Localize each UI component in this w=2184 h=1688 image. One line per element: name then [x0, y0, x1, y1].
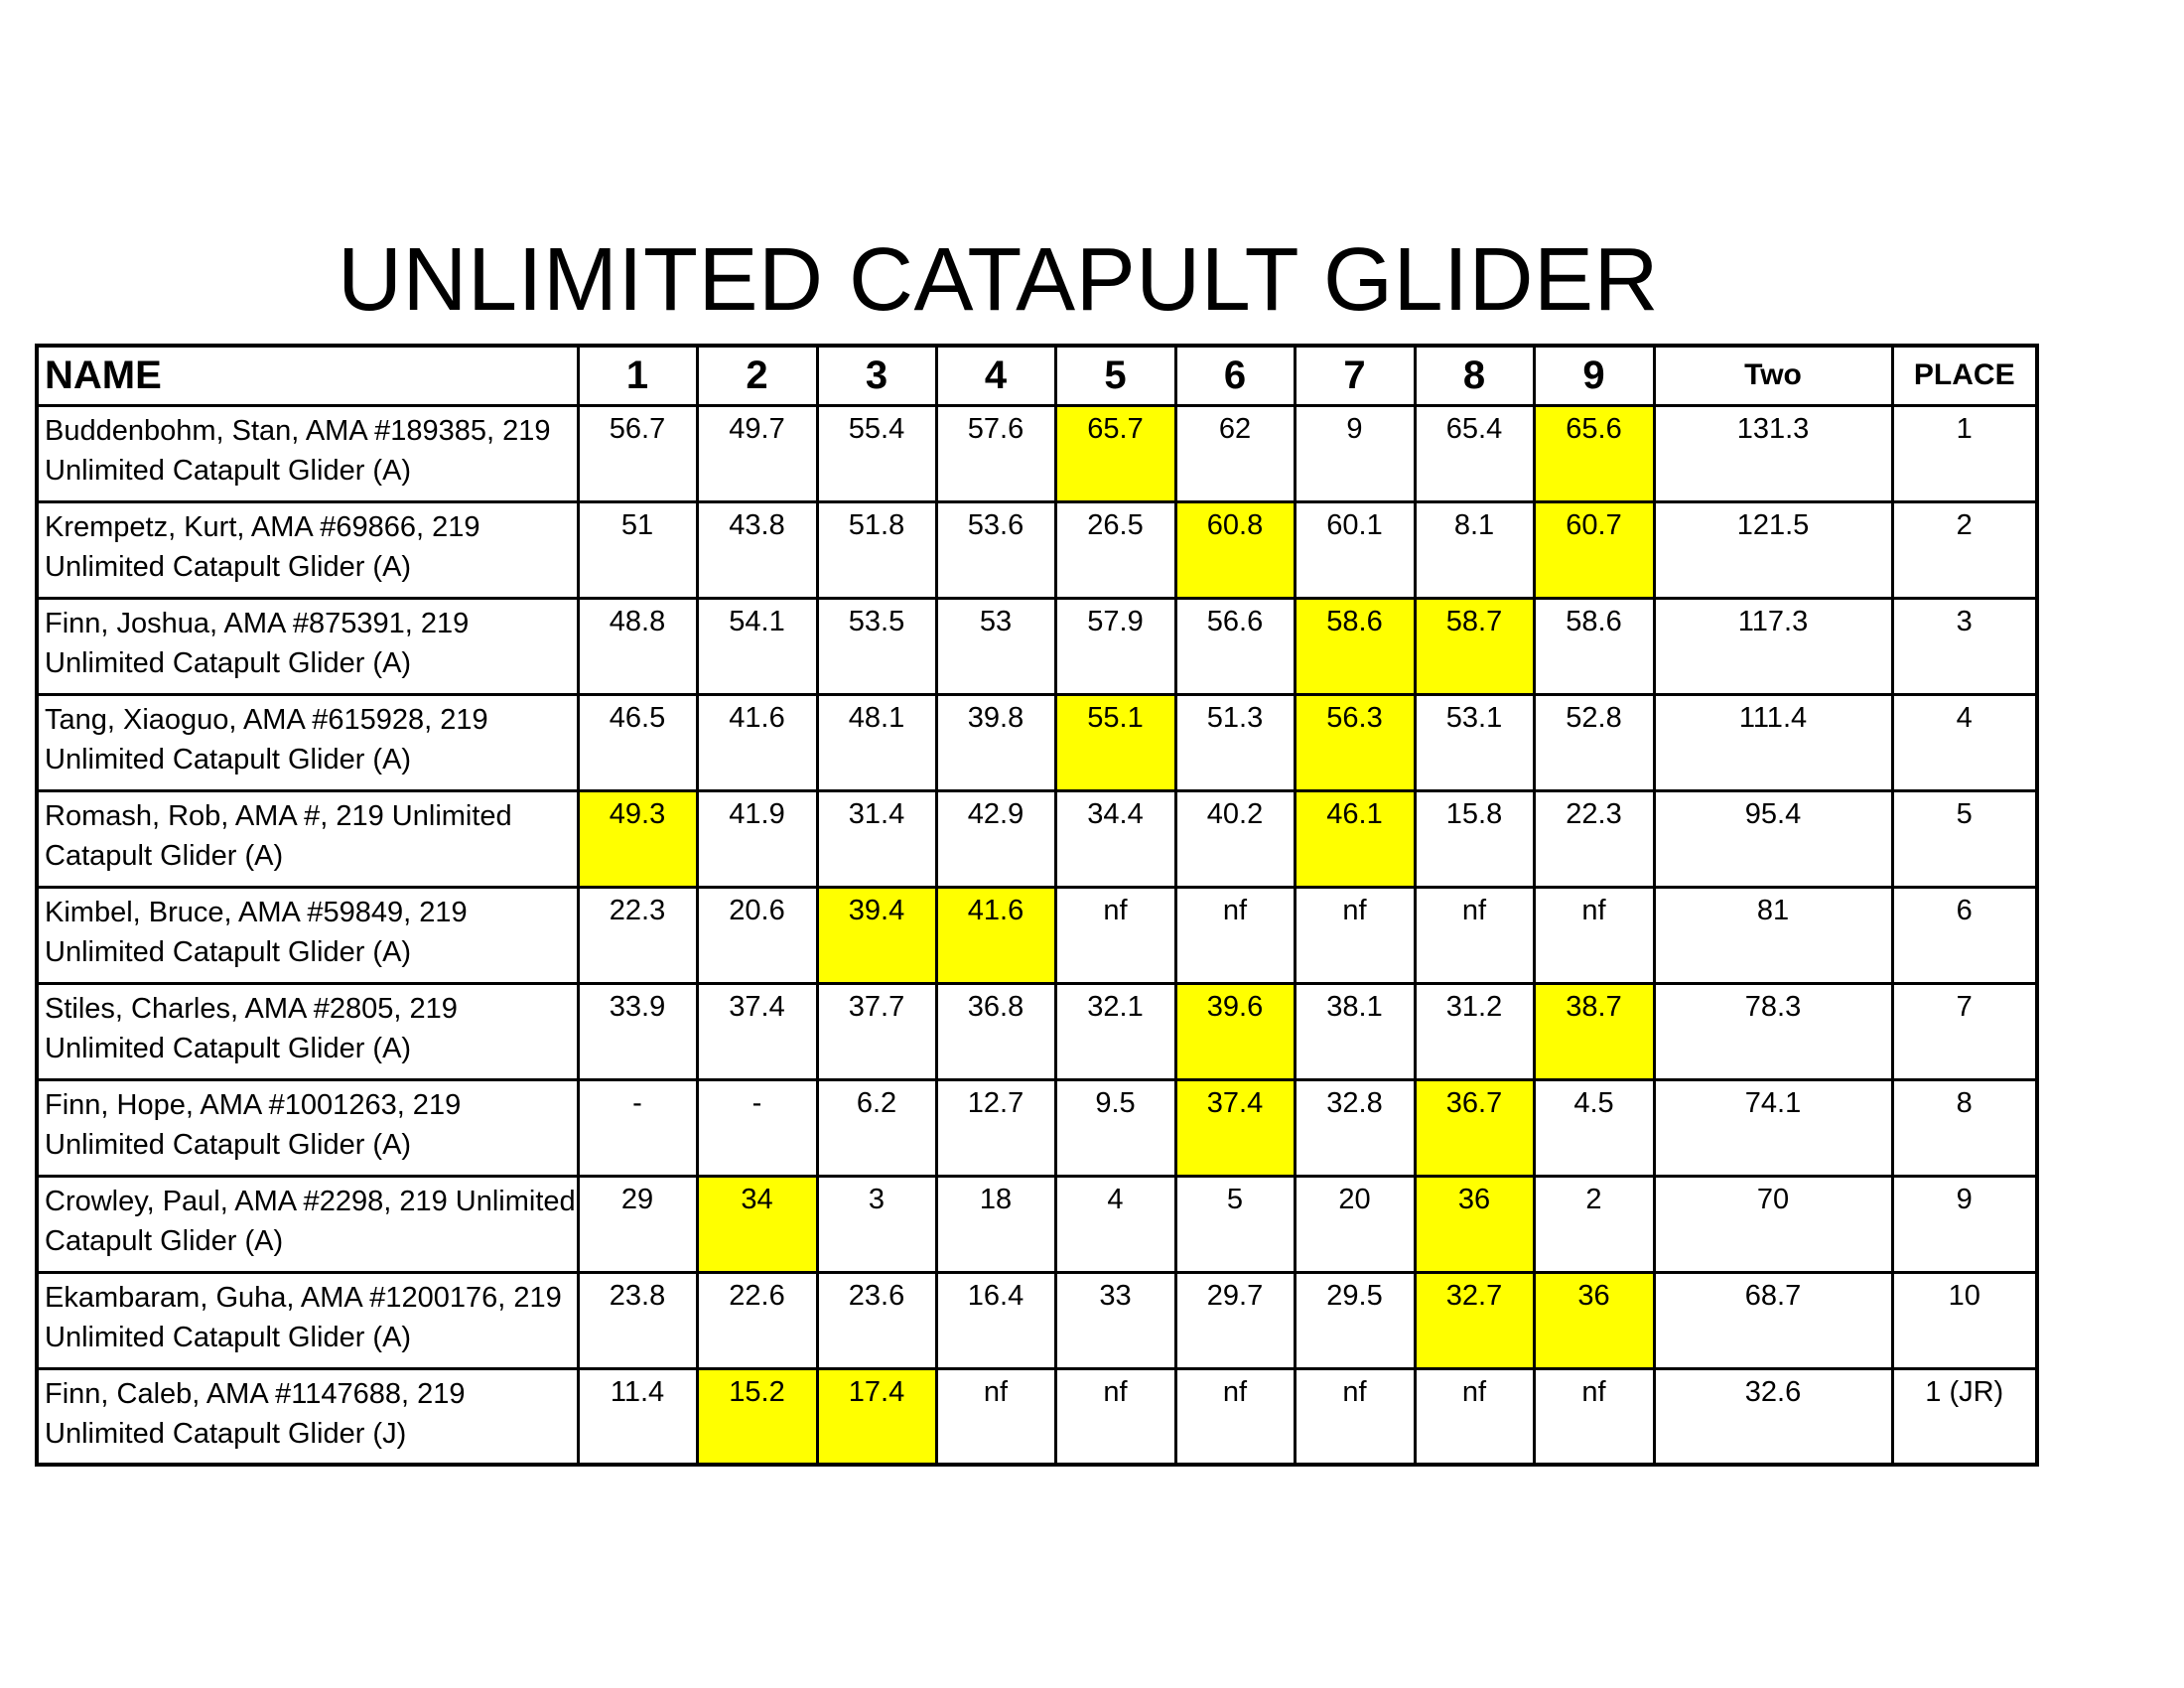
flight-1-cell: 22.3 — [578, 887, 697, 983]
flight-5-cell: nf — [1055, 887, 1175, 983]
table-row — [37, 501, 2037, 598]
results-table — [35, 344, 2039, 1467]
competitor-name-cell: Kimbel, Bruce, AMA #59849, 219 Unlimited Catapult Glider (A) — [37, 887, 578, 983]
flight-2-cell: 34 — [697, 1176, 817, 1272]
flight-3-cell: 6.2 — [817, 1079, 936, 1176]
flight-4-cell: 39.8 — [936, 694, 1055, 790]
table-row — [37, 983, 2037, 1079]
two-total-cell: 131.3 — [1654, 405, 1892, 501]
flight-7-cell: 32.8 — [1295, 1079, 1415, 1176]
flight-4-cell: 41.6 — [936, 887, 1055, 983]
flight-2-cell: 41.6 — [697, 694, 817, 790]
place-cell: 4 — [1892, 694, 2037, 790]
flight-8-cell: 53.1 — [1415, 694, 1534, 790]
flight-8-cell: 65.4 — [1415, 405, 1534, 501]
flight-4-cell: 12.7 — [936, 1079, 1055, 1176]
flight-6-cell: 5 — [1175, 1176, 1295, 1272]
flight-3-cell: 51.8 — [817, 501, 936, 598]
flight-5-cell: 57.9 — [1055, 598, 1175, 694]
column-header-flight-3: 3 — [817, 346, 936, 405]
flight-9-cell: nf — [1534, 1368, 1654, 1465]
place-cell: 1 (JR) — [1892, 1368, 2037, 1465]
flight-2-cell: 54.1 — [697, 598, 817, 694]
flight-2-cell: 15.2 — [697, 1368, 817, 1465]
competitor-name-cell: Tang, Xiaoguo, AMA #615928, 219 Unlimited Catapult Glider (A) — [37, 694, 578, 790]
flight-8-cell: 15.8 — [1415, 790, 1534, 887]
place-cell: 9 — [1892, 1176, 2037, 1272]
place-cell: 3 — [1892, 598, 2037, 694]
flight-9-cell: 38.7 — [1534, 983, 1654, 1079]
competitor-name-cell: Romash, Rob, AMA #, 219 Unlimited Catapult Glider (A) — [37, 790, 578, 887]
flight-4-cell: 57.6 — [936, 405, 1055, 501]
place-cell: 5 — [1892, 790, 2037, 887]
flight-7-cell: 60.1 — [1295, 501, 1415, 598]
place-cell: 7 — [1892, 983, 2037, 1079]
flight-5-cell: 26.5 — [1055, 501, 1175, 598]
flight-8-cell: 58.7 — [1415, 598, 1534, 694]
flight-4-cell: 16.4 — [936, 1272, 1055, 1368]
competitor-name-cell: Finn, Joshua, AMA #875391, 219 Unlimited Catapult Glider (A) — [37, 598, 578, 694]
column-header-flight-9: 9 — [1534, 346, 1654, 405]
flight-2-cell: 22.6 — [697, 1272, 817, 1368]
flight-5-cell: 65.7 — [1055, 405, 1175, 501]
flight-4-cell: nf — [936, 1368, 1055, 1465]
flight-1-cell: 56.7 — [578, 405, 697, 501]
table-row — [37, 1368, 2037, 1465]
flight-6-cell: nf — [1175, 1368, 1295, 1465]
flight-6-cell: 60.8 — [1175, 501, 1295, 598]
flight-2-cell: 37.4 — [697, 983, 817, 1079]
flight-8-cell: nf — [1415, 1368, 1534, 1465]
two-total-cell: 121.5 — [1654, 501, 1892, 598]
column-header-flight-1: 1 — [578, 346, 697, 405]
place-cell: 2 — [1892, 501, 2037, 598]
flight-9-cell: 4.5 — [1534, 1079, 1654, 1176]
competitor-name-cell: Finn, Caleb, AMA #1147688, 219 Unlimited Catapult Glider (J) — [37, 1368, 578, 1465]
flight-2-cell: 49.7 — [697, 405, 817, 501]
flight-6-cell: 39.6 — [1175, 983, 1295, 1079]
flight-2-cell: 43.8 — [697, 501, 817, 598]
flight-9-cell: 36 — [1534, 1272, 1654, 1368]
flight-1-cell: - — [578, 1079, 697, 1176]
column-header-two: Two — [1654, 346, 1892, 405]
table-row — [37, 1176, 2037, 1272]
flight-8-cell: 36.7 — [1415, 1079, 1534, 1176]
flight-8-cell: 8.1 — [1415, 501, 1534, 598]
table-row — [37, 790, 2037, 887]
flight-8-cell: 36 — [1415, 1176, 1534, 1272]
flight-6-cell: 29.7 — [1175, 1272, 1295, 1368]
flight-6-cell: 56.6 — [1175, 598, 1295, 694]
column-header-flight-5: 5 — [1055, 346, 1175, 405]
two-total-cell: 68.7 — [1654, 1272, 1892, 1368]
flight-3-cell: 53.5 — [817, 598, 936, 694]
competitor-name-cell: Ekambaram, Guha, AMA #1200176, 219 Unlimited Catapult Glider (A) — [37, 1272, 578, 1368]
table-row — [37, 1272, 2037, 1368]
flight-4-cell: 18 — [936, 1176, 1055, 1272]
flight-6-cell: 51.3 — [1175, 694, 1295, 790]
place-cell: 1 — [1892, 405, 2037, 501]
flight-9-cell: 2 — [1534, 1176, 1654, 1272]
place-cell: 10 — [1892, 1272, 2037, 1368]
flight-5-cell: nf — [1055, 1368, 1175, 1465]
flight-9-cell: 22.3 — [1534, 790, 1654, 887]
two-total-cell: 74.1 — [1654, 1079, 1892, 1176]
flight-4-cell: 53.6 — [936, 501, 1055, 598]
competitor-name-cell: Crowley, Paul, AMA #2298, 219 Unlimited Catapult Glider (A) — [37, 1176, 578, 1272]
flight-5-cell: 32.1 — [1055, 983, 1175, 1079]
flight-9-cell: 52.8 — [1534, 694, 1654, 790]
flight-7-cell: 56.3 — [1295, 694, 1415, 790]
flight-1-cell: 29 — [578, 1176, 697, 1272]
flight-9-cell: nf — [1534, 887, 1654, 983]
flight-7-cell: 46.1 — [1295, 790, 1415, 887]
flight-9-cell: 60.7 — [1534, 501, 1654, 598]
flight-8-cell: 32.7 — [1415, 1272, 1534, 1368]
flight-7-cell: nf — [1295, 887, 1415, 983]
flight-4-cell: 36.8 — [936, 983, 1055, 1079]
flight-7-cell: 20 — [1295, 1176, 1415, 1272]
flight-3-cell: 39.4 — [817, 887, 936, 983]
flight-9-cell: 58.6 — [1534, 598, 1654, 694]
column-header-flight-4: 4 — [936, 346, 1055, 405]
table-row — [37, 1079, 2037, 1176]
two-total-cell: 117.3 — [1654, 598, 1892, 694]
flight-1-cell: 23.8 — [578, 1272, 697, 1368]
flight-4-cell: 42.9 — [936, 790, 1055, 887]
flight-3-cell: 17.4 — [817, 1368, 936, 1465]
column-header-place: PLACE — [1892, 346, 2037, 405]
flight-2-cell: - — [697, 1079, 817, 1176]
column-header-flight-7: 7 — [1295, 346, 1415, 405]
flight-8-cell: nf — [1415, 887, 1534, 983]
flight-1-cell: 51 — [578, 501, 697, 598]
column-header-flight-2: 2 — [697, 346, 817, 405]
flight-3-cell: 23.6 — [817, 1272, 936, 1368]
flight-7-cell: 58.6 — [1295, 598, 1415, 694]
flight-3-cell: 3 — [817, 1176, 936, 1272]
flight-2-cell: 41.9 — [697, 790, 817, 887]
flight-7-cell: 9 — [1295, 405, 1415, 501]
column-header-name: NAME — [37, 346, 578, 405]
competitor-name-cell: Finn, Hope, AMA #1001263, 219 Unlimited Catapult Glider (A) — [37, 1079, 578, 1176]
column-header-flight-6: 6 — [1175, 346, 1295, 405]
flight-5-cell: 55.1 — [1055, 694, 1175, 790]
page-title: UNLIMITED CATAPULT GLIDER — [338, 230, 1660, 330]
flight-6-cell: 62 — [1175, 405, 1295, 501]
competitor-name-cell: Stiles, Charles, AMA #2805, 219 Unlimited Catapult Glider (A) — [37, 983, 578, 1079]
two-total-cell: 70 — [1654, 1176, 1892, 1272]
column-header-flight-8: 8 — [1415, 346, 1534, 405]
flight-6-cell: 37.4 — [1175, 1079, 1295, 1176]
flight-1-cell: 11.4 — [578, 1368, 697, 1465]
flight-5-cell: 4 — [1055, 1176, 1175, 1272]
two-total-cell: 111.4 — [1654, 694, 1892, 790]
competitor-name-cell: Buddenbohm, Stan, AMA #189385, 219 Unlimited Catapult Glider (A) — [37, 405, 578, 501]
table-row — [37, 598, 2037, 694]
two-total-cell: 32.6 — [1654, 1368, 1892, 1465]
results-body — [37, 405, 2037, 1465]
flight-3-cell: 31.4 — [817, 790, 936, 887]
flight-1-cell: 33.9 — [578, 983, 697, 1079]
table-row — [37, 405, 2037, 501]
flight-9-cell: 65.6 — [1534, 405, 1654, 501]
flight-6-cell: nf — [1175, 887, 1295, 983]
flight-2-cell: 20.6 — [697, 887, 817, 983]
table-row — [37, 694, 2037, 790]
flight-8-cell: 31.2 — [1415, 983, 1534, 1079]
competitor-name-cell: Krempetz, Kurt, AMA #69866, 219 Unlimited Catapult Glider (A) — [37, 501, 578, 598]
two-total-cell: 81 — [1654, 887, 1892, 983]
flight-7-cell: 29.5 — [1295, 1272, 1415, 1368]
header-row — [37, 346, 2037, 405]
flight-7-cell: nf — [1295, 1368, 1415, 1465]
flight-1-cell: 48.8 — [578, 598, 697, 694]
flight-5-cell: 9.5 — [1055, 1079, 1175, 1176]
flight-7-cell: 38.1 — [1295, 983, 1415, 1079]
flight-4-cell: 53 — [936, 598, 1055, 694]
flight-6-cell: 40.2 — [1175, 790, 1295, 887]
flight-1-cell: 49.3 — [578, 790, 697, 887]
two-total-cell: 95.4 — [1654, 790, 1892, 887]
flight-5-cell: 34.4 — [1055, 790, 1175, 887]
flight-1-cell: 46.5 — [578, 694, 697, 790]
two-total-cell: 78.3 — [1654, 983, 1892, 1079]
flight-3-cell: 48.1 — [817, 694, 936, 790]
flight-3-cell: 37.7 — [817, 983, 936, 1079]
place-cell: 8 — [1892, 1079, 2037, 1176]
place-cell: 6 — [1892, 887, 2037, 983]
table-row — [37, 887, 2037, 983]
flight-5-cell: 33 — [1055, 1272, 1175, 1368]
flight-3-cell: 55.4 — [817, 405, 936, 501]
